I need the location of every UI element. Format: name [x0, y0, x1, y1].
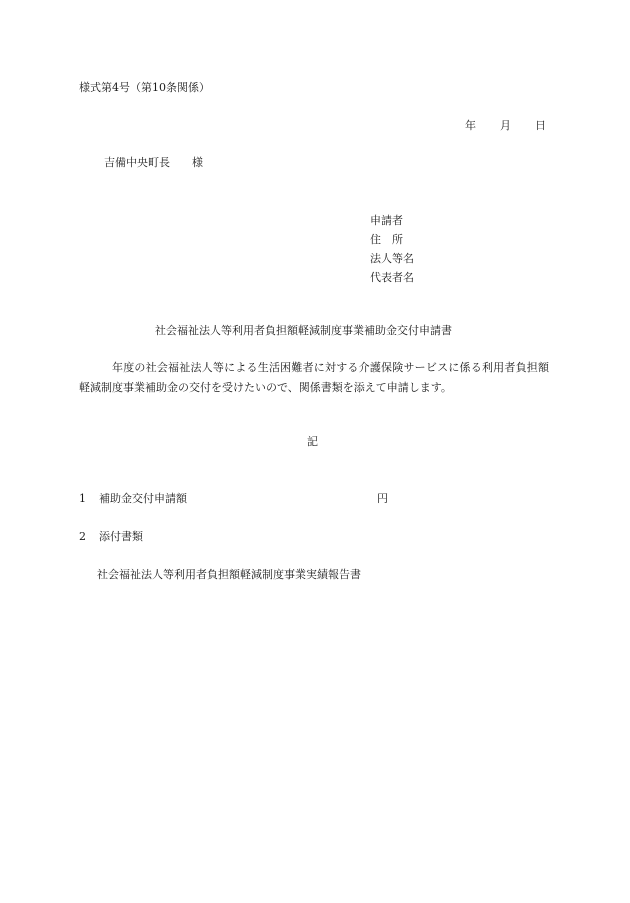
- applicant-heading: 申請者: [370, 214, 403, 227]
- address-label-part-2: 所: [392, 233, 403, 246]
- addressee-name: 吉備中央町長: [104, 156, 170, 169]
- item-number: 2: [79, 530, 86, 543]
- document-title: 社会福祉法人等利用者負担額軽減制度事業補助金交付申請書: [155, 324, 452, 337]
- applicant-representative-label: 代表者名: [370, 271, 414, 284]
- addressee: [104, 156, 203, 170]
- date-line: [465, 119, 546, 133]
- applicant-corporation-name-label: 法人等名: [370, 252, 414, 265]
- item-number: 1: [79, 492, 86, 505]
- applicant-address-label: [370, 230, 414, 249]
- attachment-document: 社会福祉法人等利用者負担額軽減制度事業実績報告書: [97, 568, 361, 581]
- date-month-label: 月: [500, 119, 511, 132]
- body-paragraph: 年度の社会福祉法人等による生活困難者に対する介護保険サービスに係る利用者負担額軽減制度事業補助金の交付を受けたいので、関係書類を添えて申請します。: [79, 361, 549, 394]
- item-label: 添付書類: [99, 530, 143, 543]
- date-year-label: 年: [465, 119, 476, 132]
- item-subsidy-amount: [79, 492, 388, 506]
- item-attachments: [79, 530, 143, 544]
- applicant-block: [370, 211, 414, 287]
- yen-unit: 円: [377, 492, 388, 505]
- ki-heading: 記: [307, 435, 318, 448]
- form-number: 様式第4号（第10条関係）: [79, 81, 210, 94]
- item-label: 補助金交付申請額: [99, 492, 187, 505]
- date-day-label: 日: [535, 119, 546, 132]
- address-label-part-1: 住: [370, 233, 381, 246]
- addressee-honorific: 様: [192, 156, 203, 169]
